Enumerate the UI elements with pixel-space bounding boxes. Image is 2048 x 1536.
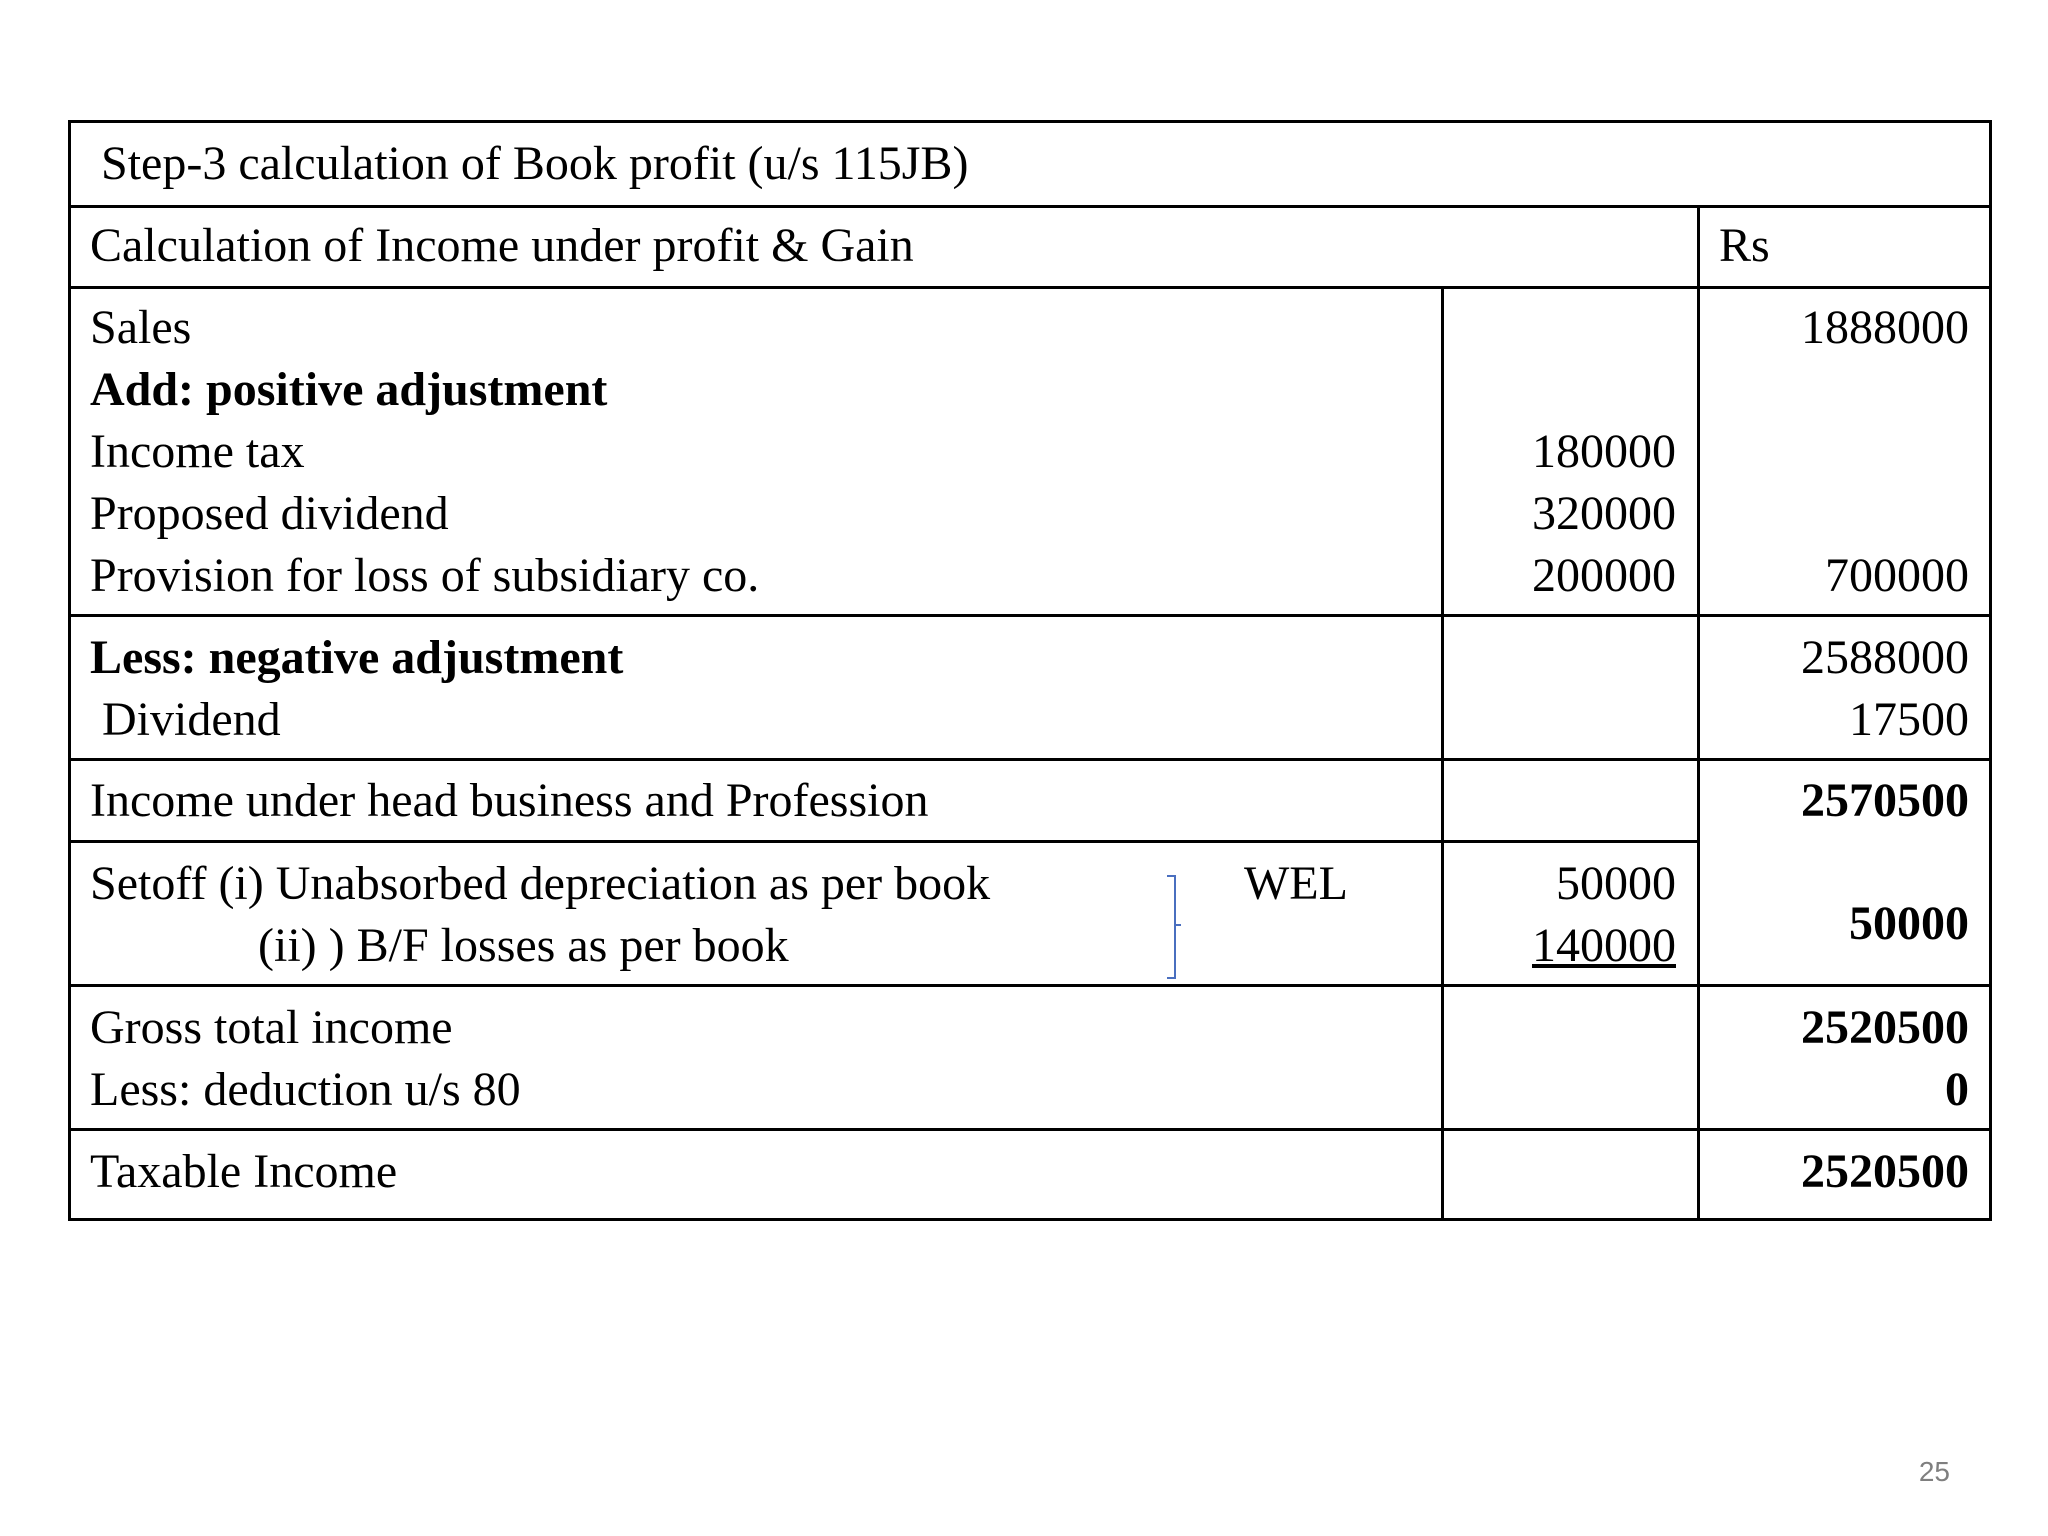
row-divider [71, 758, 1989, 761]
row-divider [71, 1128, 1989, 1131]
income-tax-amount: 180000 [1532, 425, 1676, 478]
row-divider [71, 205, 1989, 208]
positive-adjustment-total: 700000 [1825, 549, 1969, 602]
currency-label: Rs [1719, 219, 1770, 272]
dividend-label: Dividend [102, 693, 281, 746]
row-divider [71, 840, 1697, 843]
setoff-total: 50000 [1849, 897, 1969, 950]
add-heading: Add: positive adjustment [90, 363, 608, 416]
setoff-note: WEL [1244, 857, 1348, 910]
business-income-total: 2570500 [1801, 774, 1969, 827]
business-income-label: Income under head business and Profession [90, 774, 929, 827]
column-divider [1441, 286, 1444, 1221]
taxable-income-value: 2520500 [1801, 1145, 1969, 1198]
proposed-dividend-amount: 320000 [1532, 487, 1676, 540]
taxable-income-label: Taxable Income [90, 1145, 398, 1198]
dividend-total: 17500 [1849, 693, 1969, 746]
page-number: 25 [1918, 1456, 1950, 1487]
deduction-label: Less: deduction u/s 80 [90, 1063, 521, 1116]
sales-total: 1888000 [1801, 301, 1969, 354]
gross-total-label: Gross total income [90, 1001, 453, 1054]
column-divider [1697, 205, 1700, 1221]
proposed-dividend-label: Proposed dividend [90, 487, 449, 540]
subtotal: 2588000 [1801, 631, 1969, 684]
gross-total-value: 2520500 [1801, 1001, 1969, 1054]
provision-amount: 200000 [1532, 549, 1676, 602]
deduction-value: 0 [1945, 1063, 1969, 1116]
table-title: Step-3 calculation of Book profit (u/s 115JB) [101, 137, 969, 190]
provision-label: Provision for loss of subsidiary co. [90, 549, 760, 602]
header-label: Calculation of Income under profit & Gain [90, 219, 914, 272]
book-profit-table [68, 120, 1992, 1221]
row-divider [71, 286, 1989, 289]
setoff-2-amount: 140000 [1532, 919, 1676, 972]
income-tax-label: Income tax [90, 425, 305, 478]
right-brace-icon [1165, 874, 1185, 980]
setoff-1-label: Setoff (i) Unabsorbed depreciation as per book [90, 857, 991, 910]
row-divider [71, 984, 1989, 987]
row-divider [71, 614, 1989, 617]
sales-label: Sales [90, 301, 192, 354]
setoff-1-amount: 50000 [1556, 857, 1676, 910]
less-heading: Less: negative adjustment [90, 631, 624, 684]
setoff-2-label: (ii) ) B/F losses as per book [258, 919, 789, 972]
